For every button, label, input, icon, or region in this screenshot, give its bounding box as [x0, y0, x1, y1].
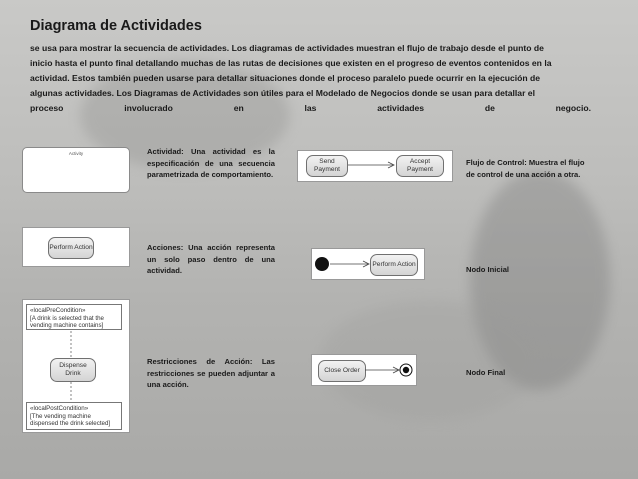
final-node-icon — [312, 355, 416, 385]
activity-diagram-label: Activity — [68, 151, 84, 156]
post-condition-note — [26, 402, 122, 430]
pre-condition-text: [A drink is selected that the vending machine contains] — [30, 314, 104, 330]
control-flow-diagram — [297, 150, 453, 182]
intro-line: actividad. Estos también pueden usarse para detallar situaciones donde el proceso paralelo puede ocurrir en la ejecución de — [30, 73, 541, 83]
actions-description: Acciones: Una acción representa un solo paso dentro de una actividad. — [147, 243, 275, 275]
initial-node-caption: Nodo Inicial — [466, 265, 510, 274]
activity-description: Actividad: Una actividad es la especificación de una secuencia parametrizada de comportamiento. — [147, 147, 275, 179]
accept-payment-node: Accept Payment — [396, 155, 444, 177]
perform-action-node: Perform Action — [48, 237, 94, 259]
post-condition-title: «localPostCondition» — [30, 405, 89, 412]
initial-node-diagram — [311, 248, 425, 280]
activity-diagram — [22, 147, 130, 193]
constraints-description: Restricciones de Acción: Las restricciones se pueden adjuntar a una acción. — [147, 357, 275, 389]
intro-line: inicio hasta el punto final detallando muchas de las rutas de decisiones que existen en el progreso de eventos contenidos en la — [30, 58, 552, 68]
send-payment-node: Send Payment — [306, 155, 348, 177]
final-node-caption: Nodo Final — [466, 368, 506, 377]
intro-line: proceso involucrado en las actividades de negocio. — [30, 103, 591, 113]
control-flow-arrow — [298, 151, 452, 181]
action-constraints-diagram — [22, 299, 130, 433]
perform-action-node: Perform Action — [370, 254, 418, 276]
control-flow-caption: Flujo de Control: Muestra el flujo de control de una acción a otra. — [466, 158, 585, 179]
action-diagram — [22, 227, 130, 267]
intro-line: algunas actividades. Los Diagramas de Actividades son útiles para el Modelado de Negocios donde se usan para detallar el — [30, 88, 535, 98]
dispense-drink-node: Dispense Drink — [50, 358, 96, 382]
intro-line: se usa para mostrar la secuencia de actividades. Los diagramas de actividades muestran el flujo de trabajo desde el punto de — [30, 43, 544, 53]
final-node-diagram — [311, 354, 417, 386]
pre-condition-title: «localPreCondition» — [30, 307, 86, 314]
page-title: Diagrama de Actividades — [30, 18, 202, 34]
post-condition-text: [The vending machine dispensed the drink selected] — [30, 412, 111, 428]
close-order-node: Close Order — [318, 360, 366, 382]
